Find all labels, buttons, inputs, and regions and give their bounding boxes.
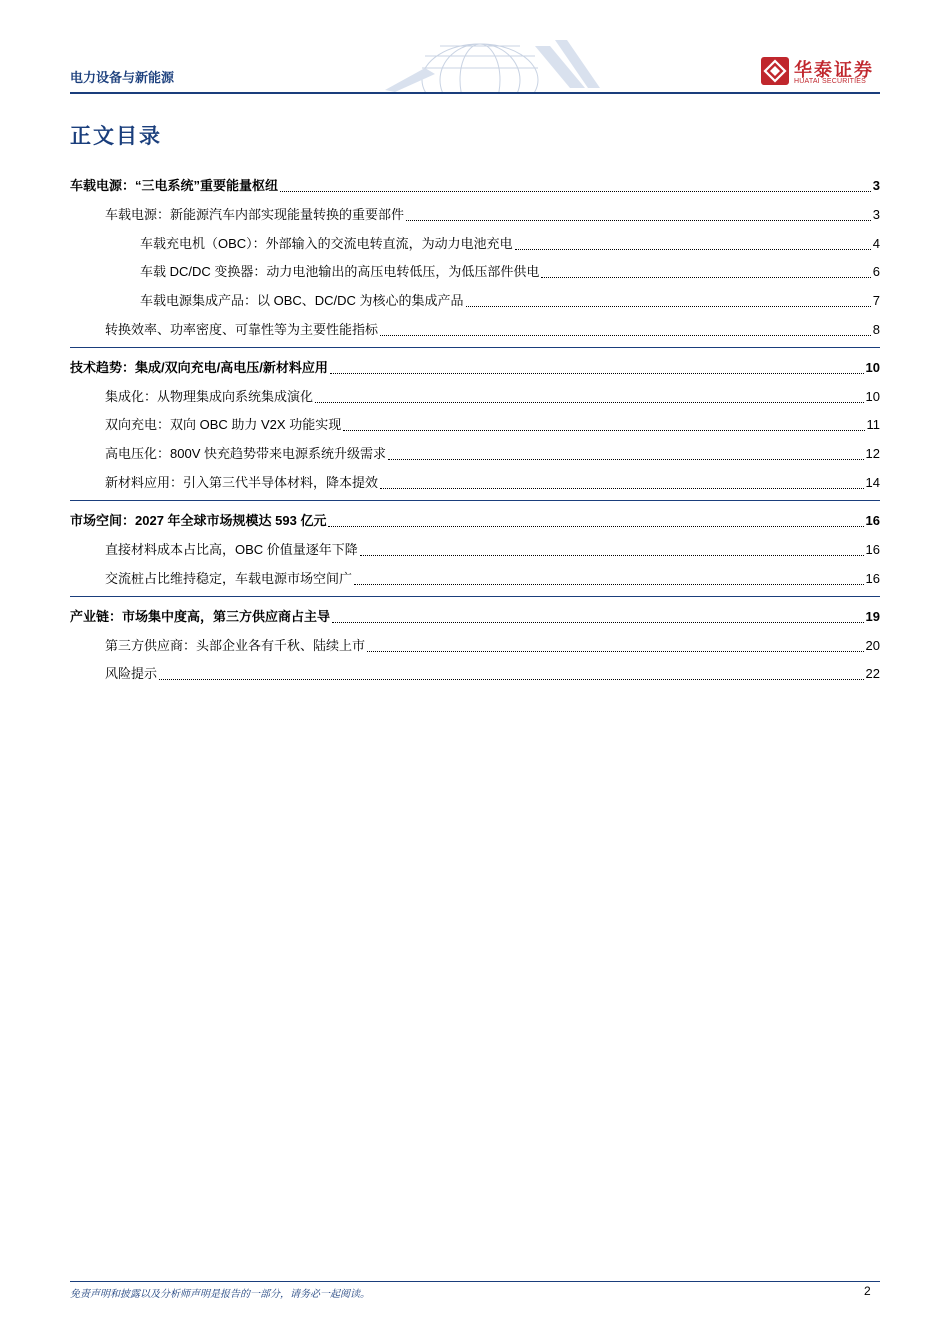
footer-divider — [70, 1281, 880, 1282]
toc-entry-level2[interactable] — [105, 205, 880, 225]
page-number: 2 — [864, 1284, 871, 1298]
toc-entry-page: 22 — [865, 666, 880, 681]
toc-entry-level1[interactable] — [70, 176, 880, 196]
toc-entry-level3[interactable] — [140, 234, 880, 254]
toc-entry-level1[interactable] — [70, 607, 880, 627]
toc-entry-level2[interactable] — [105, 540, 880, 560]
toc-leader-dots — [380, 487, 864, 489]
toc-entry-page: 10 — [865, 360, 880, 375]
header-divider — [70, 92, 880, 94]
toc-leader-dots — [541, 276, 870, 278]
toc-leader-dots — [280, 190, 871, 192]
toc-entry-label: 转换效率、功率密度、可靠性等为主要性能指标 — [105, 322, 379, 337]
toc-entry-page: 12 — [865, 446, 880, 461]
toc-entry-page: 16 — [865, 542, 880, 557]
toc-leader-dots — [343, 429, 864, 431]
toc-entry-label: 集成化：从物理集成向系统集成演化 — [105, 389, 314, 404]
toc-entry-page: 16 — [865, 513, 880, 528]
toc-entry-label: 直接材料成本占比高，OBC 价值量逐年下降 — [105, 542, 358, 557]
logo-chinese-name: 华泰证券 — [794, 60, 874, 80]
toc-entry-level2[interactable] — [105, 415, 880, 435]
toc-section-divider — [70, 500, 880, 501]
toc-leader-dots — [380, 334, 871, 336]
toc-entry-page: 16 — [865, 571, 880, 586]
toc-entry-label: 市场空间：2027 年全球市场规模达 593 亿元 — [70, 513, 327, 528]
toc-entry-page: 8 — [872, 322, 880, 337]
toc-entry-label: 风险提示 — [105, 666, 158, 681]
toc-leader-dots — [515, 248, 871, 250]
toc-entry-label: 车载充电机（OBC）：外部输入的交流电转直流，为动力电池充电 — [140, 236, 513, 251]
toc-section-divider — [70, 347, 880, 348]
toc-leader-dots — [406, 219, 871, 221]
logo-english-name: HUATAI SECURITIES — [794, 78, 866, 85]
toc-entry-label: 第三方供应商：头部企业各有千秋、陆续上市 — [105, 638, 366, 653]
toc-entry-page: 11 — [866, 417, 880, 432]
toc-entry-level2[interactable] — [105, 387, 880, 407]
toc-entry-label: 技术趋势：集成/双向充电/高电压/新材料应用 — [70, 360, 328, 375]
toc-entry-label: 车载电源：新能源汽车内部实现能量转换的重要部件 — [105, 207, 405, 222]
globe-decoration-icon — [385, 28, 615, 92]
toc-entry-level2[interactable] — [105, 320, 880, 340]
toc-leader-dots — [367, 650, 864, 652]
toc-leader-dots — [315, 401, 864, 403]
toc-entry-level3[interactable] — [140, 262, 880, 282]
toc-entry-page: 10 — [865, 389, 880, 404]
toc-entry-label: 车载 DC/DC 变换器：动力电池输出的高压电转低压，为低压部件供电 — [140, 264, 540, 279]
company-logo — [760, 56, 885, 88]
toc-entry-page: 4 — [872, 236, 880, 251]
toc-entry-page: 3 — [872, 178, 880, 193]
toc-entry-label: 双向充电：双向 OBC 助力 V2X 功能实现 — [105, 417, 342, 432]
toc-section-divider — [70, 596, 880, 597]
toc-leader-dots — [330, 372, 864, 374]
footer-disclaimer: 免责声明和披露以及分析师声明是报告的一部分，请务必一起阅读。 — [70, 1289, 370, 1300]
toc-entry-level3[interactable] — [140, 291, 880, 311]
toc-entry-page: 20 — [865, 638, 880, 653]
toc-leader-dots — [388, 458, 864, 460]
toc-entry-label: 新材料应用：引入第三代半导体材料，降本提效 — [105, 475, 379, 490]
toc-entry-page: 14 — [865, 475, 880, 490]
toc-entry-page: 6 — [872, 264, 880, 279]
toc-entry-page: 19 — [865, 609, 880, 624]
toc-leader-dots — [354, 583, 864, 585]
toc-leader-dots — [360, 554, 864, 556]
toc-title: 正文目录 — [70, 125, 162, 148]
toc-entry-label: 产业链：市场集中度高，第三方供应商占主导 — [70, 609, 331, 624]
toc-entry-label: 车载电源集成产品：以 OBC、DC/DC 为核心的集成产品 — [140, 293, 464, 308]
toc-entry-level2[interactable] — [105, 444, 880, 464]
header-section-title: 电力设备与新能源 — [70, 70, 175, 85]
toc-entry-page: 7 — [872, 293, 880, 308]
toc-entry-level2[interactable] — [105, 636, 880, 656]
toc-entry-level2[interactable] — [105, 473, 880, 493]
toc-entry-level2[interactable] — [105, 569, 880, 589]
logo-mark-icon — [760, 56, 790, 86]
toc-entry-level1[interactable] — [70, 358, 880, 378]
toc-entry-label: 车载电源：“三电系统”重要能量枢纽 — [70, 178, 279, 193]
toc-leader-dots — [328, 525, 863, 527]
toc-entry-page: 3 — [872, 207, 880, 222]
toc-leader-dots — [159, 678, 864, 680]
toc-leader-dots — [332, 621, 864, 623]
toc-entry-label: 交流桩占比维持稳定，车载电源市场空间广 — [105, 571, 353, 586]
toc-entry-level1[interactable] — [70, 511, 880, 531]
toc-entry-label: 高电压化：800V 快充趋势带来电源系统升级需求 — [105, 446, 386, 461]
toc-entry-level2[interactable] — [105, 664, 880, 684]
toc-leader-dots — [466, 305, 871, 307]
